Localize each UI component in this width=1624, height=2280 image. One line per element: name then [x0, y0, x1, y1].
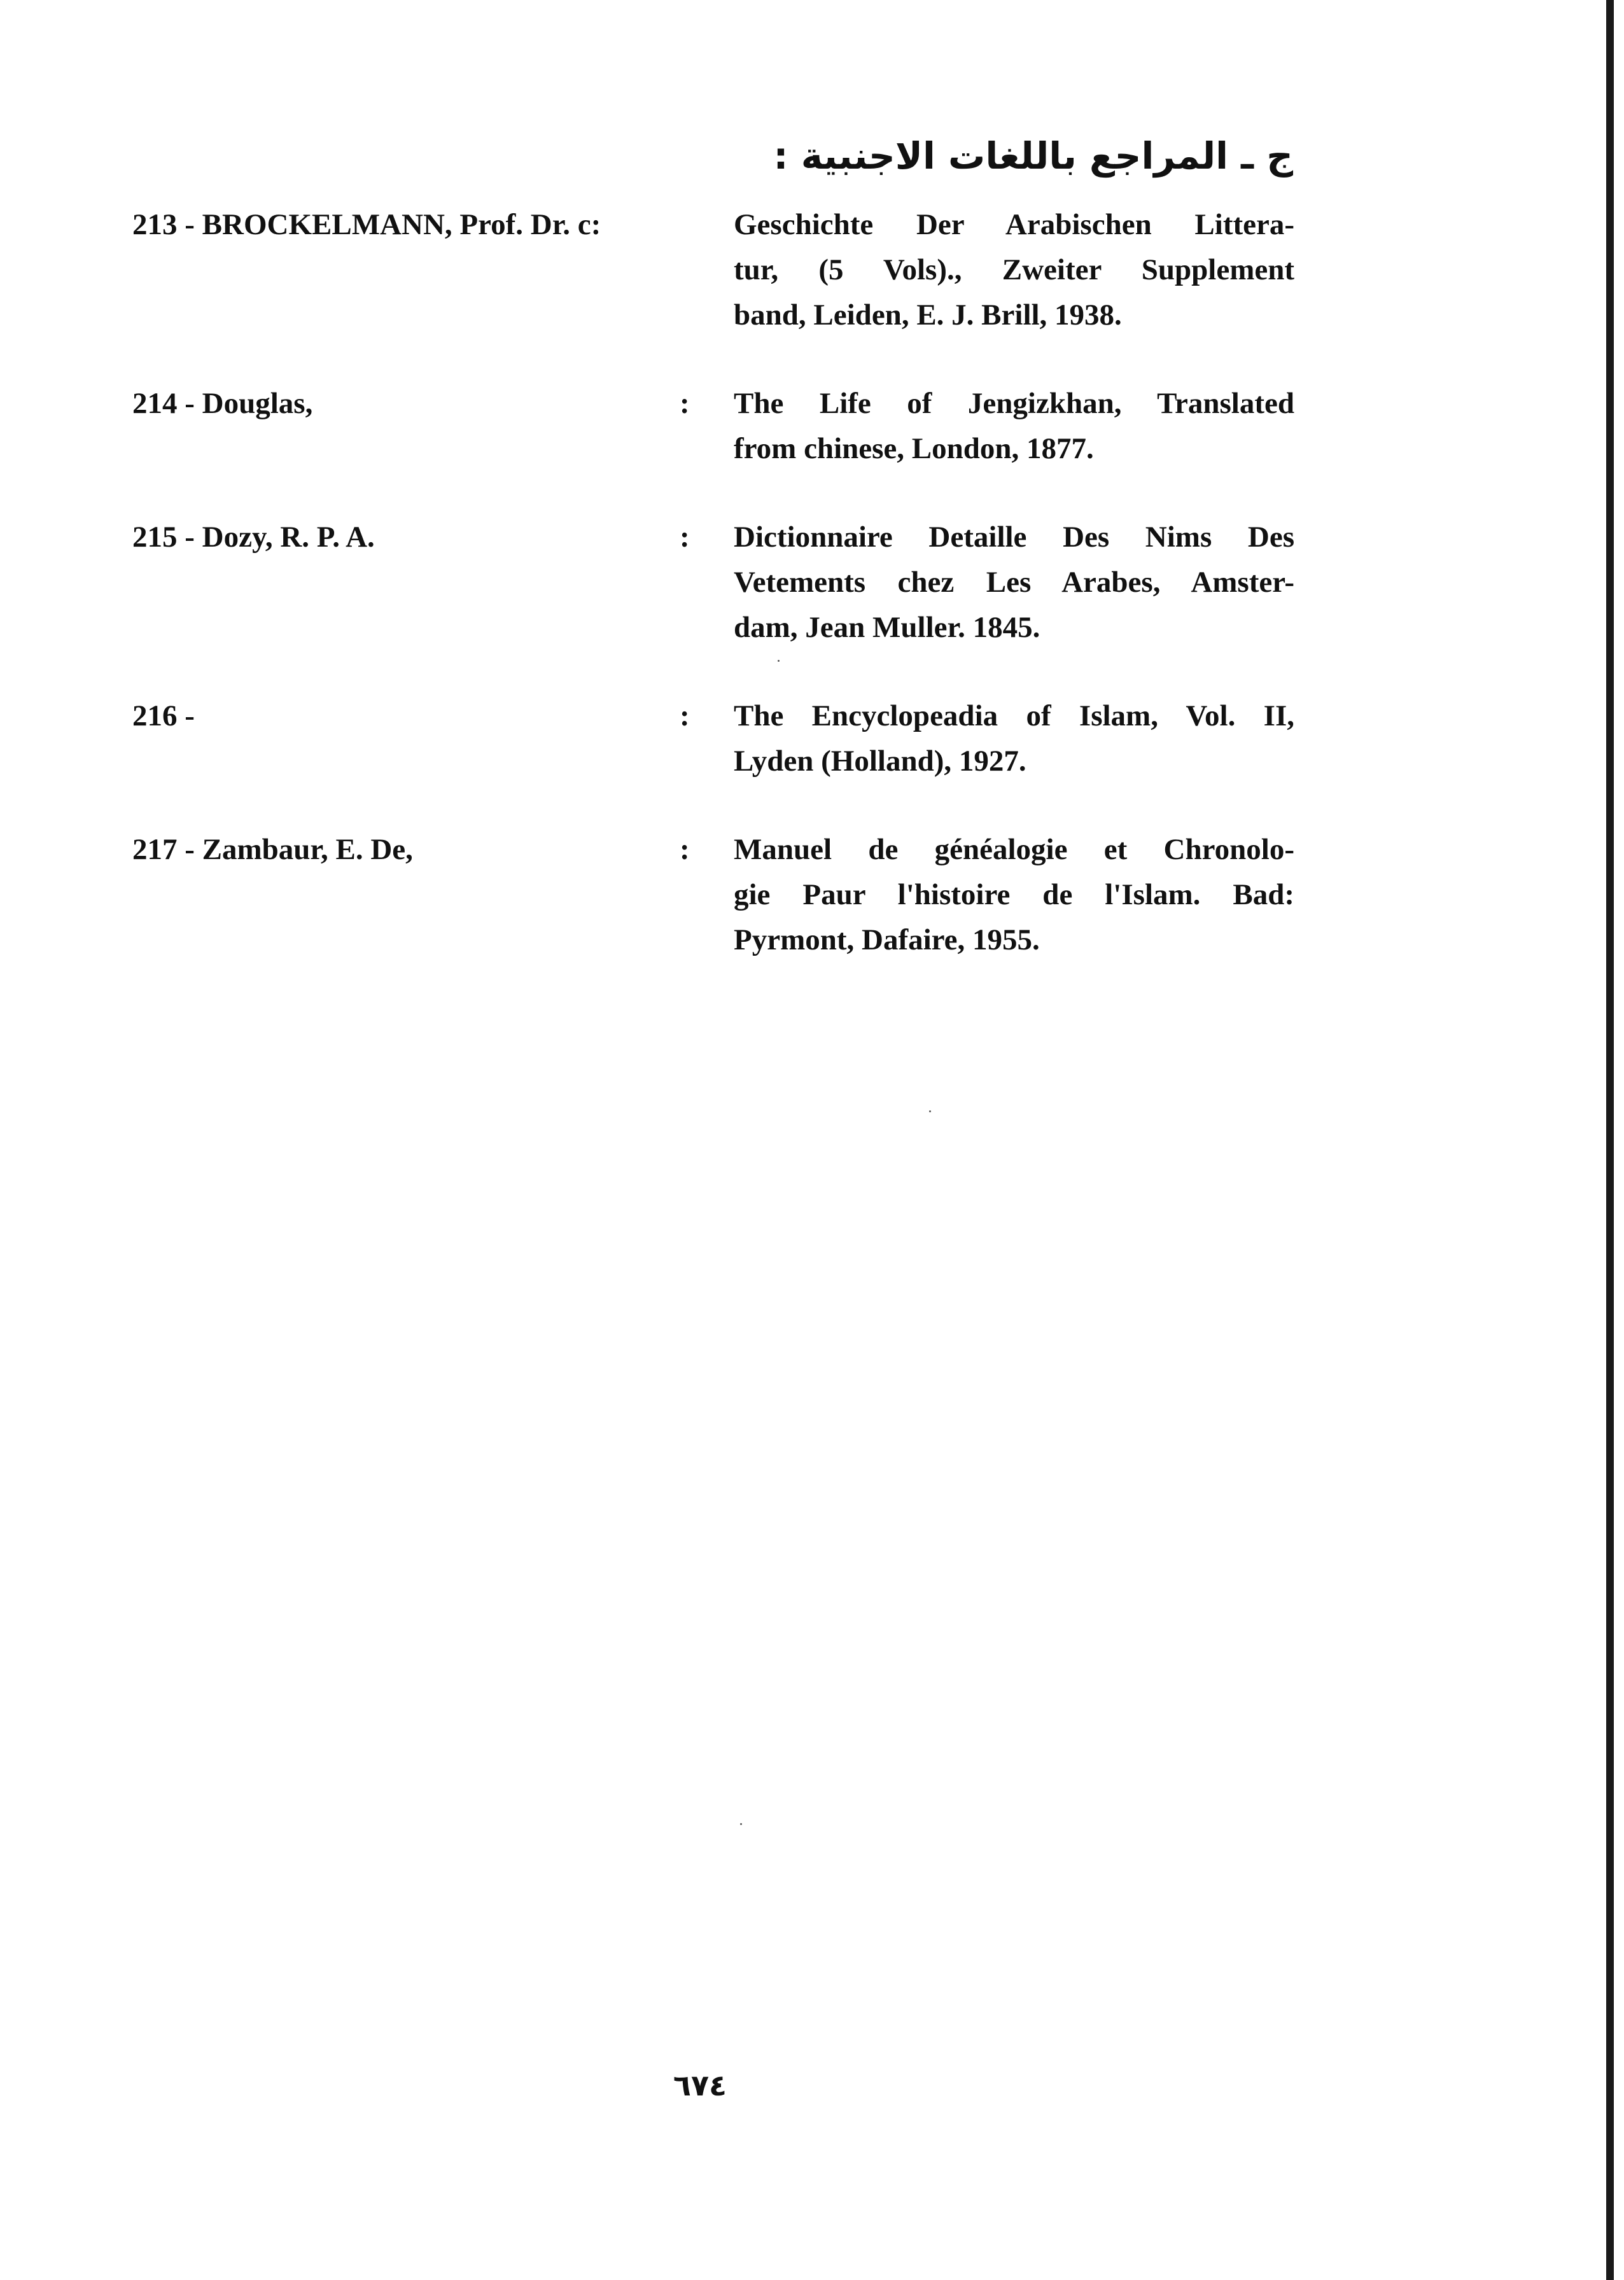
entry-description: [734, 694, 1294, 784]
entry-line: from chinese, London, 1877.: [734, 432, 1094, 465]
entry-line: gie Paur l'histoire de l'Islam. Bad:: [734, 878, 1294, 911]
entry-line: Dictionnaire Detaille Des Nims Des: [734, 521, 1294, 554]
entry-line: tur, (5 Vols)., Zweiter Supplement: [734, 253, 1294, 286]
bibliography-list: [132, 202, 1294, 1006]
entry-author: 217 - Zambaur, E. De,: [132, 833, 413, 866]
bibliography-entry: [132, 202, 1294, 338]
bibliography-entry: [132, 515, 1294, 650]
entry-description: [734, 827, 1294, 963]
entry-line: dam, Jean Muller. 1845.: [734, 611, 1040, 644]
entry-line: Geschichte Der Arabischen Littera-: [734, 208, 1294, 241]
scan-speck: [740, 1823, 742, 1825]
entry-author: 215 - Dozy, R. P. A.: [132, 521, 375, 554]
entry-line: Vetements chez Les Arabes, Amster-: [734, 566, 1294, 599]
entry-description: [734, 515, 1294, 650]
entry-description: [734, 202, 1294, 338]
entry-author: 213 - BROCKELMANN, Prof. Dr. c:: [132, 208, 601, 241]
entry-line: The Life of Jengizkhan, Translated: [734, 387, 1294, 420]
entry-line: Lyden (Holland), 1927.: [734, 745, 1026, 778]
entry-description: [734, 381, 1294, 472]
scan-speck: [929, 1110, 931, 1112]
scan-speck: [778, 660, 780, 662]
entry-author: 216 -: [132, 699, 195, 732]
entry-separator: :: [680, 833, 690, 866]
page-edge-border: [1606, 0, 1614, 2280]
section-heading: ج ـ المراجع باللغات الاجنبية :: [773, 134, 1293, 178]
entry-author: 214 - Douglas,: [132, 387, 313, 420]
bibliography-entry: [132, 827, 1294, 963]
entry-line: Pyrmont, Dafaire, 1955.: [734, 923, 1040, 956]
entry-separator: :: [680, 699, 690, 732]
bibliography-entry: [132, 694, 1294, 784]
entry-separator: :: [680, 521, 690, 554]
page-number: ٦٧٤: [673, 2068, 727, 2102]
entry-separator: :: [680, 387, 690, 420]
entry-line: The Encyclopeadia of Islam, Vol. II,: [734, 699, 1294, 732]
entry-line: band, Leiden, E. J. Brill, 1938.: [734, 298, 1122, 332]
bibliography-entry: [132, 381, 1294, 472]
entry-line: Manuel de généalogie et Chronolo-: [734, 833, 1294, 866]
